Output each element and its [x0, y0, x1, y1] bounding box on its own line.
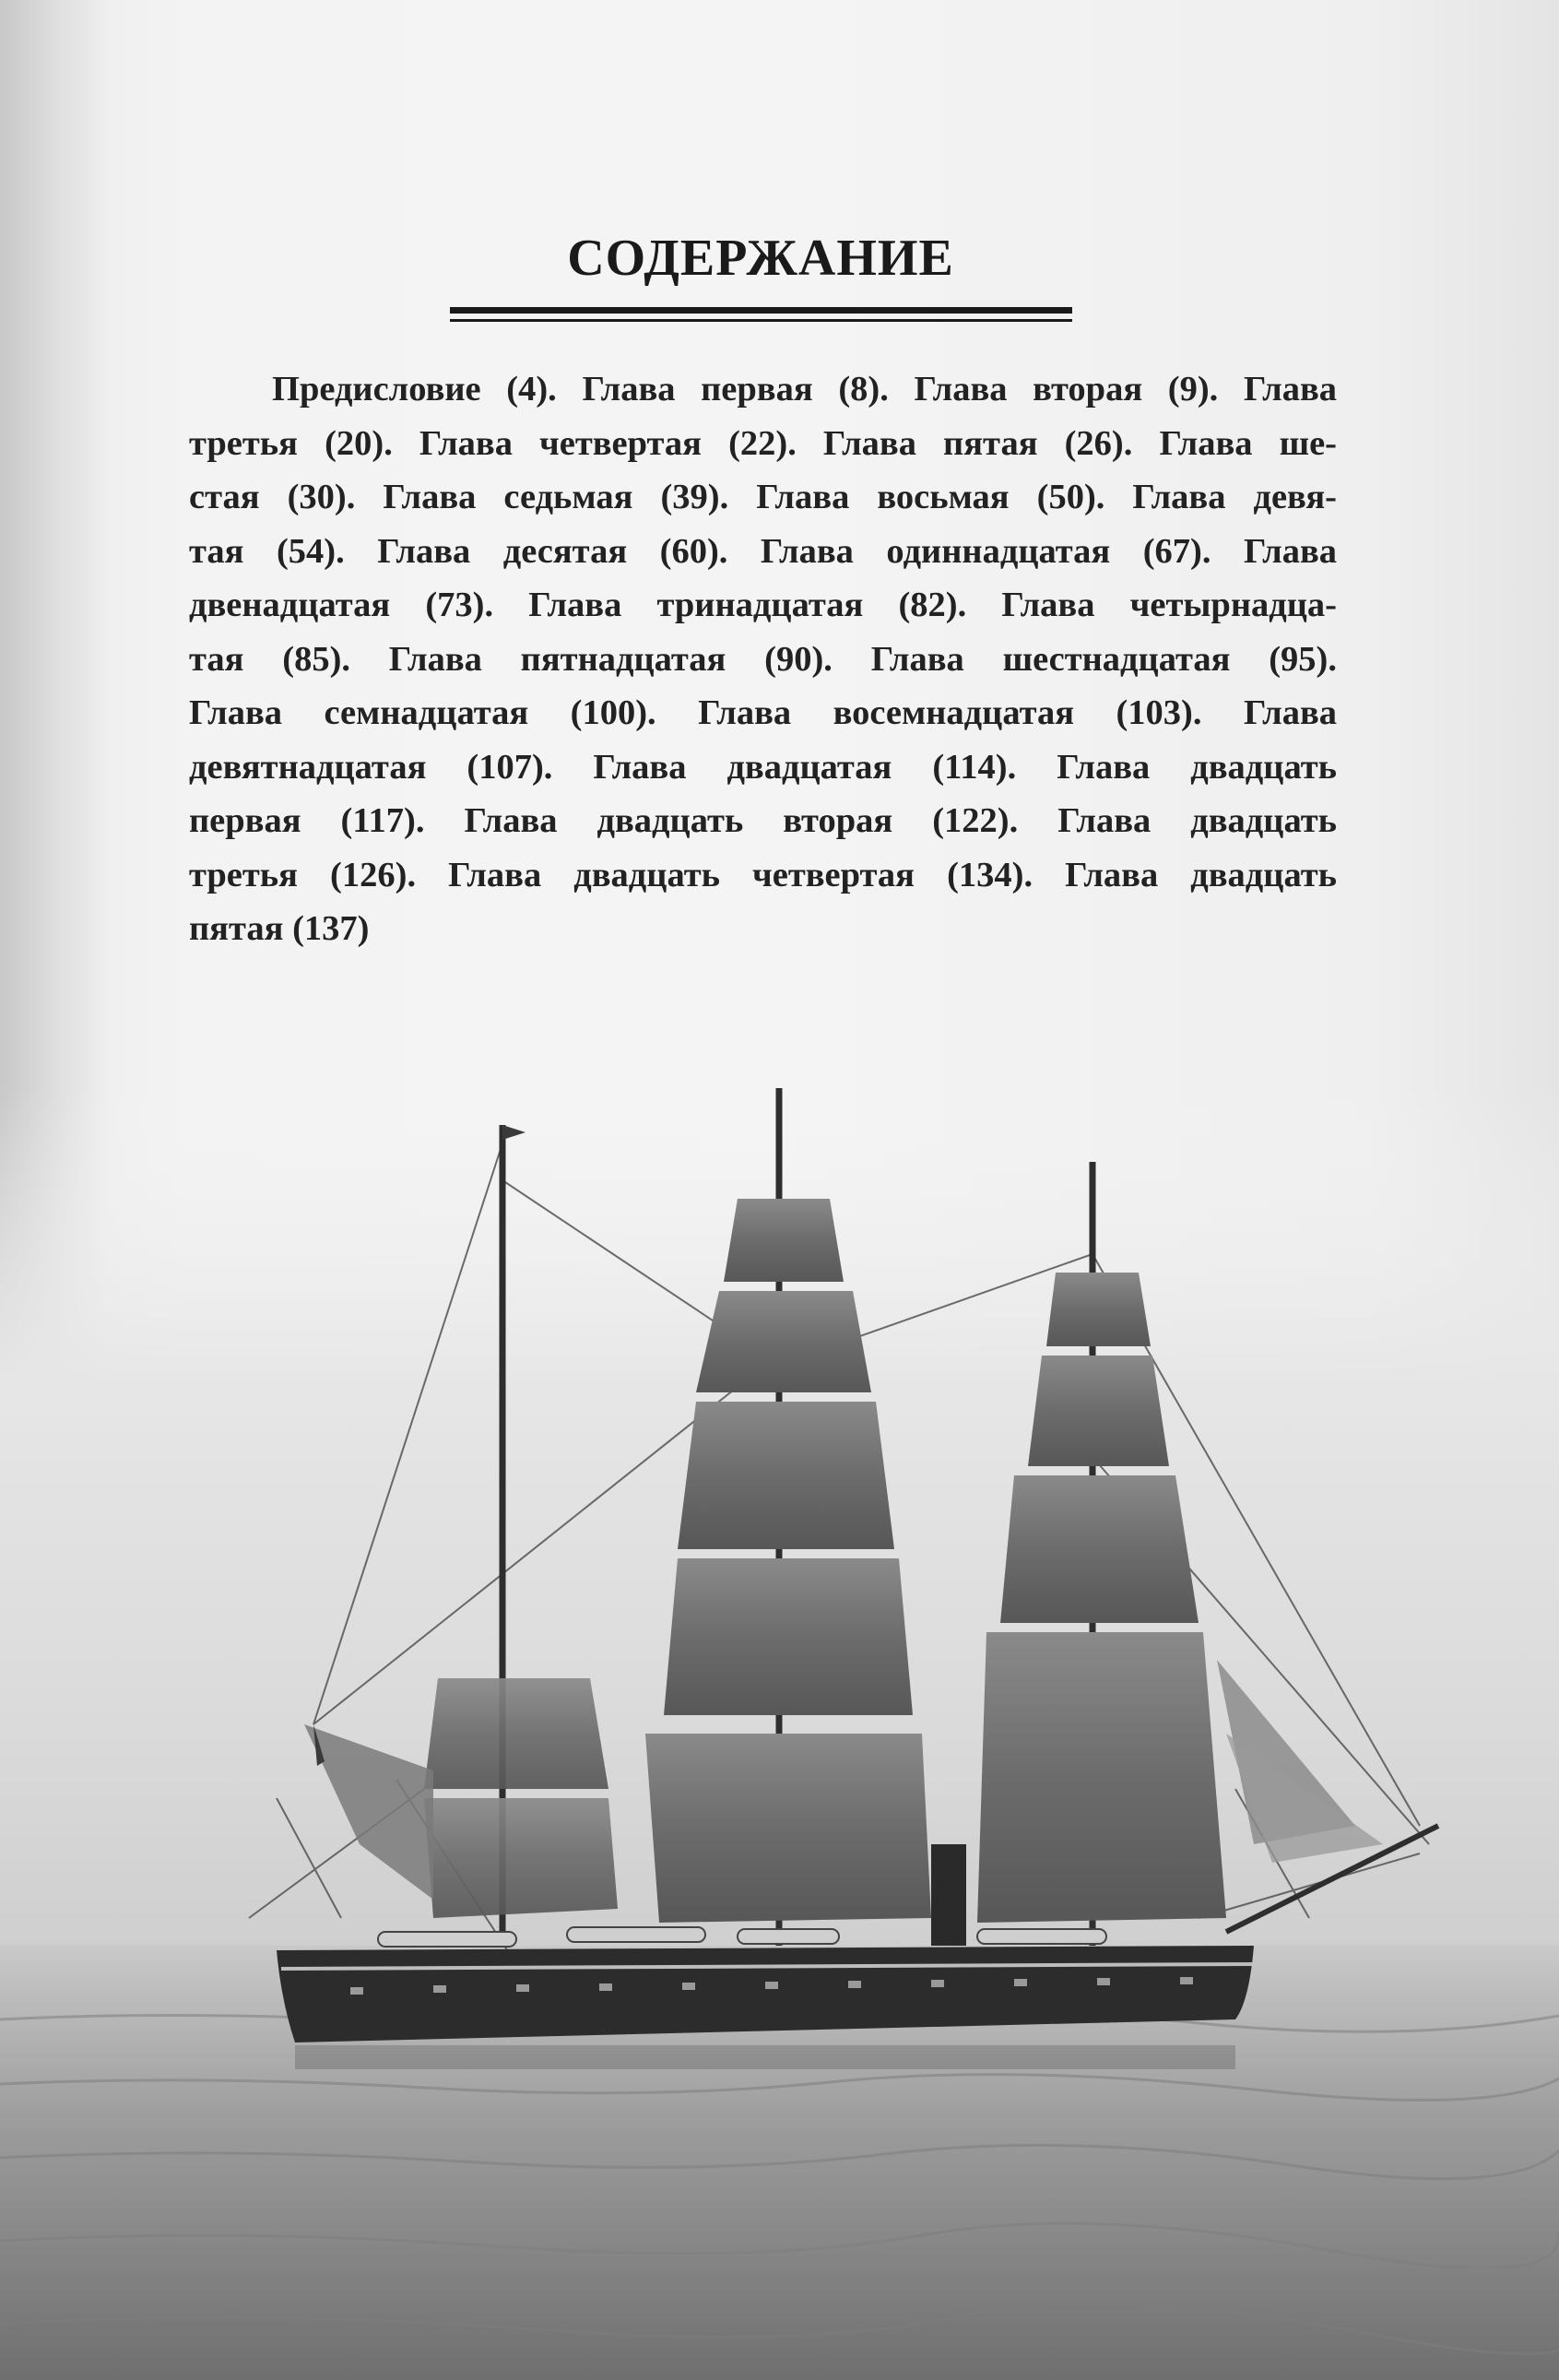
toc-line: пятая (137)	[189, 909, 370, 948]
toc-line: стая (30). Глава седьмая (39). Глава восьмая (50). Глава девя-	[189, 478, 1337, 516]
toc-line: Глава семнадцатая (100). Глава восемнадцатая (103). Глава	[189, 693, 1337, 732]
toc-line: девятнадцатая (107). Глава двадцатая (114). Глава двадцать	[189, 747, 1337, 787]
toc-line: двенадцатая (73). Глава тринадцатая (82). Глава четырнадца-	[189, 586, 1337, 624]
toc-line: тая (54). Глава десятая (60). Глава одиннадцатая (67). Глава	[189, 531, 1337, 571]
toc-line: третья (20). Глава четвертая (22). Глава пятая (26). Глава ше-	[189, 423, 1337, 463]
page-title: СОДЕРЖАНИЕ	[567, 230, 954, 287]
toc-line: тая (85). Глава пятнадцатая (90). Глава шестнадцатая (95).	[189, 639, 1337, 679]
title-underline-thick	[450, 307, 1072, 314]
toc-line: Предисловие (4). Глава первая (8). Глава вторая (9). Глава	[272, 370, 1337, 409]
toc-line: первая (117). Глава двадцать вторая (122). Глава двадцать	[189, 801, 1337, 840]
title-underline-thin	[450, 319, 1072, 322]
table-of-contents	[189, 362, 1337, 956]
toc-line: третья (126). Глава двадцать четвертая (134). Глава двадцать	[189, 855, 1337, 894]
sailing-ship-photo	[0, 1088, 1559, 2380]
